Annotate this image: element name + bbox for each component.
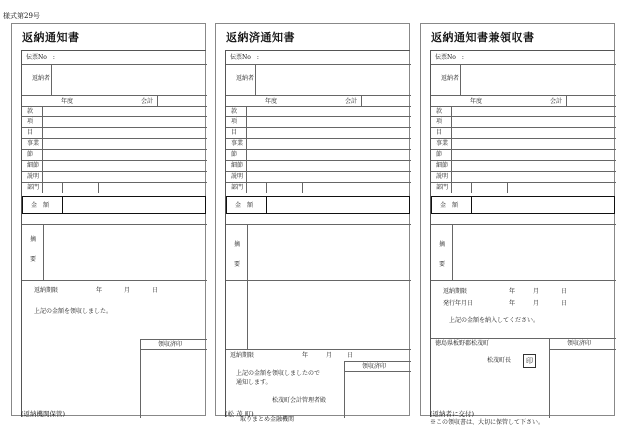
kigen-label: 返納期限 <box>443 288 468 295</box>
tsuki-label: 月 <box>533 288 540 295</box>
row-label: 項 <box>436 118 443 125</box>
row-label: 目 <box>436 129 443 136</box>
tekiyo-label-2: 要 <box>439 261 446 268</box>
row-label: 説明 <box>436 173 449 180</box>
nendo-label: 年度 <box>470 98 483 105</box>
footer-note-2: ※この領収書は、大切に保管して下さい。 <box>430 419 545 426</box>
address-text: 徳島県板野郡松茂町 <box>435 340 490 347</box>
kigen-label: 返納期限 <box>230 352 255 359</box>
row-label: 款 <box>231 108 238 115</box>
row-label: 事業 <box>27 140 40 147</box>
kaikei-label: 会計 <box>550 98 563 105</box>
tsuki-label: 月 <box>326 352 333 359</box>
hi-label: 日 <box>561 288 568 295</box>
row-label: 部門 <box>436 184 449 191</box>
nen-label: 年 <box>509 288 516 295</box>
row-label: 部門 <box>231 184 244 191</box>
kingaku-box <box>431 196 615 214</box>
seal-mark: 印 <box>523 354 536 368</box>
footer-note-1: (返納者に交付) <box>430 410 475 418</box>
row-label: 部門 <box>27 184 40 191</box>
hi-label: 日 <box>152 287 159 294</box>
row-label: 節 <box>436 151 443 158</box>
row-label: 款 <box>436 108 443 115</box>
row-label: 項 <box>27 118 34 125</box>
tekiyo-label-2: 要 <box>234 261 241 268</box>
form-number: 様式第29号 <box>3 12 40 20</box>
body-text-2: 通知します。 <box>236 379 272 386</box>
kaikei-label: 会計 <box>141 98 154 105</box>
row-label: 項 <box>231 118 238 125</box>
body-text-1: 上記の金額を領収しましたので <box>236 370 321 377</box>
ryoshu-stamp-label: 領収済印 <box>362 363 387 370</box>
panel-title: 返納済通知書 <box>226 31 295 44</box>
henno-sha-label: 返納者 <box>236 75 255 82</box>
hi-label: 日 <box>347 352 354 359</box>
denpyo-no-label: 伝票No : <box>26 54 55 61</box>
row-label: 款 <box>27 108 34 115</box>
denpyo-no-label: 伝票No : <box>230 54 259 61</box>
kingaku-label: 金 額 <box>31 202 50 209</box>
row-label: 目 <box>231 129 238 136</box>
tekiyo-label-1: 摘 <box>439 241 446 248</box>
nendo-label: 年度 <box>265 98 278 105</box>
form-table <box>430 50 615 417</box>
tsuki-label: 月 <box>533 300 540 307</box>
panel-title: 返納通知書兼領収書 <box>431 31 535 44</box>
body-text: 上記の金額を領収しました。 <box>34 308 113 315</box>
hi-label: 日 <box>561 300 568 307</box>
denpyo-no-label: 伝票No : <box>435 54 464 61</box>
row-label: 事業 <box>231 140 244 147</box>
kigen-label: 返納期限 <box>34 287 59 294</box>
panel-title: 返納通知書 <box>22 31 80 44</box>
body-text: 上記の金額を納入してください。 <box>449 317 540 324</box>
nen-label: 年 <box>509 300 516 307</box>
body-text-3: 松茂町会計管理者殿 <box>272 397 327 404</box>
kaikei-label: 会計 <box>345 98 358 105</box>
form-table <box>21 50 206 417</box>
kingaku-label: 金 額 <box>235 202 254 209</box>
kingaku-box <box>22 196 206 214</box>
panel-henno-ryoshusho <box>420 23 615 426</box>
kingaku-box <box>226 196 410 214</box>
row-label: 細節 <box>231 162 244 169</box>
tekiyo-label-1: 摘 <box>234 241 241 248</box>
nen-label: 年 <box>96 287 103 294</box>
row-label: 説明 <box>231 173 244 180</box>
hakko-label: 発行年月日 <box>443 300 474 307</box>
row-label: 細節 <box>436 162 449 169</box>
footer-note: (返納機関保管) <box>21 410 66 418</box>
tsuki-label: 月 <box>124 287 131 294</box>
nen-label: 年 <box>302 352 309 359</box>
row-label: 節 <box>27 151 34 158</box>
row-label: 事業 <box>436 140 449 147</box>
henno-sha-label: 返納者 <box>441 75 460 82</box>
row-label: 節 <box>231 151 238 158</box>
mayor-label: 松茂町長 <box>487 357 512 364</box>
tekiyo-label-1: 摘 <box>30 236 37 243</box>
row-label: 目 <box>27 129 34 136</box>
ryoshu-stamp-label: 領収済印 <box>158 341 183 348</box>
row-label: 細節 <box>27 162 40 169</box>
tekiyo-label-2: 要 <box>30 256 37 263</box>
footer-note: (松 茂 町) <box>225 410 254 418</box>
ryoshu-stamp-label: 領収済印 <box>567 340 592 347</box>
nendo-label: 年度 <box>61 98 74 105</box>
panel-hennozumi-tsuchisho <box>215 23 410 423</box>
henno-sha-label: 返納者 <box>32 75 51 82</box>
form-table <box>225 50 410 423</box>
body-text-4: 取りまとめ金融機関 <box>240 416 295 423</box>
kingaku-label: 金 額 <box>440 202 459 209</box>
panel-henno-tsuchisho <box>11 23 206 416</box>
row-label: 説明 <box>27 173 40 180</box>
